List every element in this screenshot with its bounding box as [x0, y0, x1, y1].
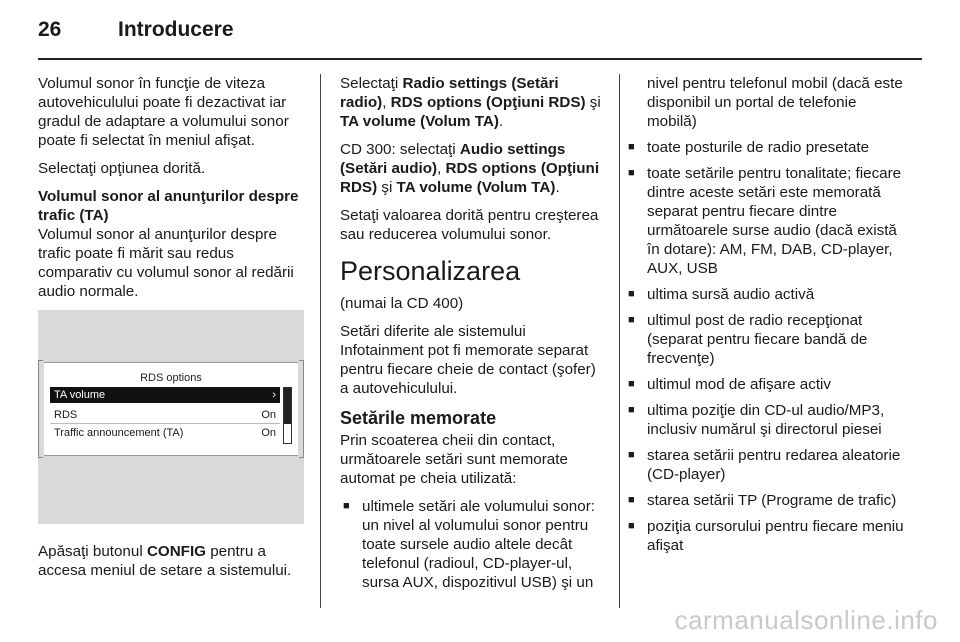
scrollbar — [283, 387, 292, 444]
menu-path: Audio settings (Setări audio) — [340, 141, 566, 177]
scrollbar-thumb — [284, 388, 291, 424]
bullet-list — [340, 497, 605, 592]
list-item: ■ starea setării TP (Programe de trafic) — [625, 491, 905, 510]
text: , — [437, 160, 446, 177]
menu-path: TA volume (Volum TA) — [340, 113, 499, 130]
paragraph: Setări diferite ale sistemului Infotainment pot fi memorate separat pentru fiecare cheie de contact (şofer) a autovehiculului. — [340, 323, 596, 397]
subheading-ta-volume: Volumul sonor al anunţurilor despre trafic (TA) — [38, 188, 299, 224]
paragraph: Prin scoaterea cheii din contact, următoarele setări sunt memorate automat pe cheia utilizată: — [340, 432, 568, 487]
text: pentru a accesa meniul de setare a sistemului. — [38, 543, 292, 579]
text: . — [498, 113, 504, 130]
menu-path: Radio settings (Setări radio) — [340, 75, 559, 111]
text: Apăsaţi butonul — [38, 543, 147, 560]
paragraph: Selectaţi opţiunea dorită. — [38, 160, 206, 177]
list-item: ■ ultimul post de radio recepţionat (separat pentru fiecare bandă de frecvenţe) — [625, 311, 905, 368]
page-number: 26 — [38, 18, 62, 41]
column-3 — [625, 74, 905, 562]
display-bracket-right — [299, 360, 304, 458]
page-title: Introducere — [118, 18, 234, 41]
menu-item-value: On — [261, 409, 276, 421]
list-item: ■ ultimele setări ale volumului sonor: un nivel al volumului sonor pentru toate sursele audio altele decât telefonul (radioul, CD-player-ul, sursa AUX, dispozitivul USB) şi un — [340, 497, 605, 592]
paragraph: Volumul sonor în funcţie de viteza autovehiculului poate fi dezactivat iar gradul de adaptare a volumului sonor poate fi selectat în meniul afişat. — [38, 75, 289, 149]
subsection-heading: Setările memorate — [340, 408, 497, 428]
page-header — [38, 18, 234, 42]
watermark: carmanualsonline.info — [674, 605, 938, 635]
text: CD 300: selectaţi — [340, 141, 460, 158]
text: şi — [585, 94, 601, 111]
header-rule — [38, 58, 922, 60]
section-heading: Personalizarea — [340, 256, 521, 286]
menu-item-rds — [50, 407, 280, 424]
screen-title: RDS options — [140, 372, 202, 384]
menu-item-label: Traffic announcement (TA) — [54, 427, 184, 439]
paragraph — [340, 74, 605, 131]
menu-path: TA volume (Volum TA) — [396, 179, 556, 196]
list-item: ■ toate posturile de radio presetate — [625, 138, 905, 157]
list-item: ■ toate setările pentru tonalitate; fiecare dintre aceste setări este memorată separat pentru fiecare dintre următoarele surse audio (dacă există în dotare): AM, FM, DAB, CD-player, AUX, USB — [625, 164, 905, 278]
menu-path: RDS options (Opţiuni RDS) — [390, 94, 586, 111]
rds-options-screen — [44, 362, 298, 456]
column-1 — [38, 74, 304, 589]
paragraph: Setaţi valoarea dorită pentru creşterea sau reducerea volumului sonor. — [340, 207, 599, 243]
config-button-name: CONFIG — [146, 543, 206, 560]
display-bracket-left — [38, 360, 43, 458]
menu-item-traffic-announcement — [50, 425, 280, 441]
text: Selectaţi — [340, 75, 403, 92]
text: . — [555, 179, 560, 196]
paragraph-config — [38, 542, 304, 580]
menu-item-label: TA volume — [54, 389, 106, 401]
display-illustration — [38, 310, 304, 524]
paragraph: Volumul sonor al anunţurilor despre trafic poate fi mărit sau redus comparativ cu volumul sonor al redării audio normale. — [38, 226, 294, 300]
list-item: ■ starea setării pentru redarea aleatorie (CD-player) — [625, 446, 905, 484]
list-item: ■ poziţia cursorului pentru fiecare meniu afişat — [625, 517, 905, 555]
paragraph — [340, 140, 605, 197]
list-item: ■ ultima poziţie din CD-ul audio/MP3, inclusiv numărul şi directorul piesei — [625, 401, 905, 439]
paragraph: (numai la CD 400) — [340, 295, 464, 312]
menu-item-label: RDS — [54, 409, 78, 421]
bullet-list — [625, 74, 905, 555]
column-divider — [320, 74, 321, 608]
column-2 — [340, 74, 605, 599]
text: , — [382, 94, 391, 111]
list-item-continuation: nivel pentru telefonul mobil (dacă este disponibil un portal de telefonie mobilă) — [647, 75, 903, 130]
text: şi — [377, 179, 397, 196]
menu-path: RDS options (Opţiuni RDS) — [340, 160, 600, 196]
menu-item-ta-volume — [50, 387, 280, 403]
list-item: ■ ultima sursă audio activă — [625, 285, 905, 304]
column-divider — [619, 74, 620, 608]
list-item: ■ ultimul mod de afişare activ — [625, 375, 905, 394]
chevron-right-icon: › — [272, 389, 276, 401]
menu-item-value: On — [261, 427, 276, 439]
